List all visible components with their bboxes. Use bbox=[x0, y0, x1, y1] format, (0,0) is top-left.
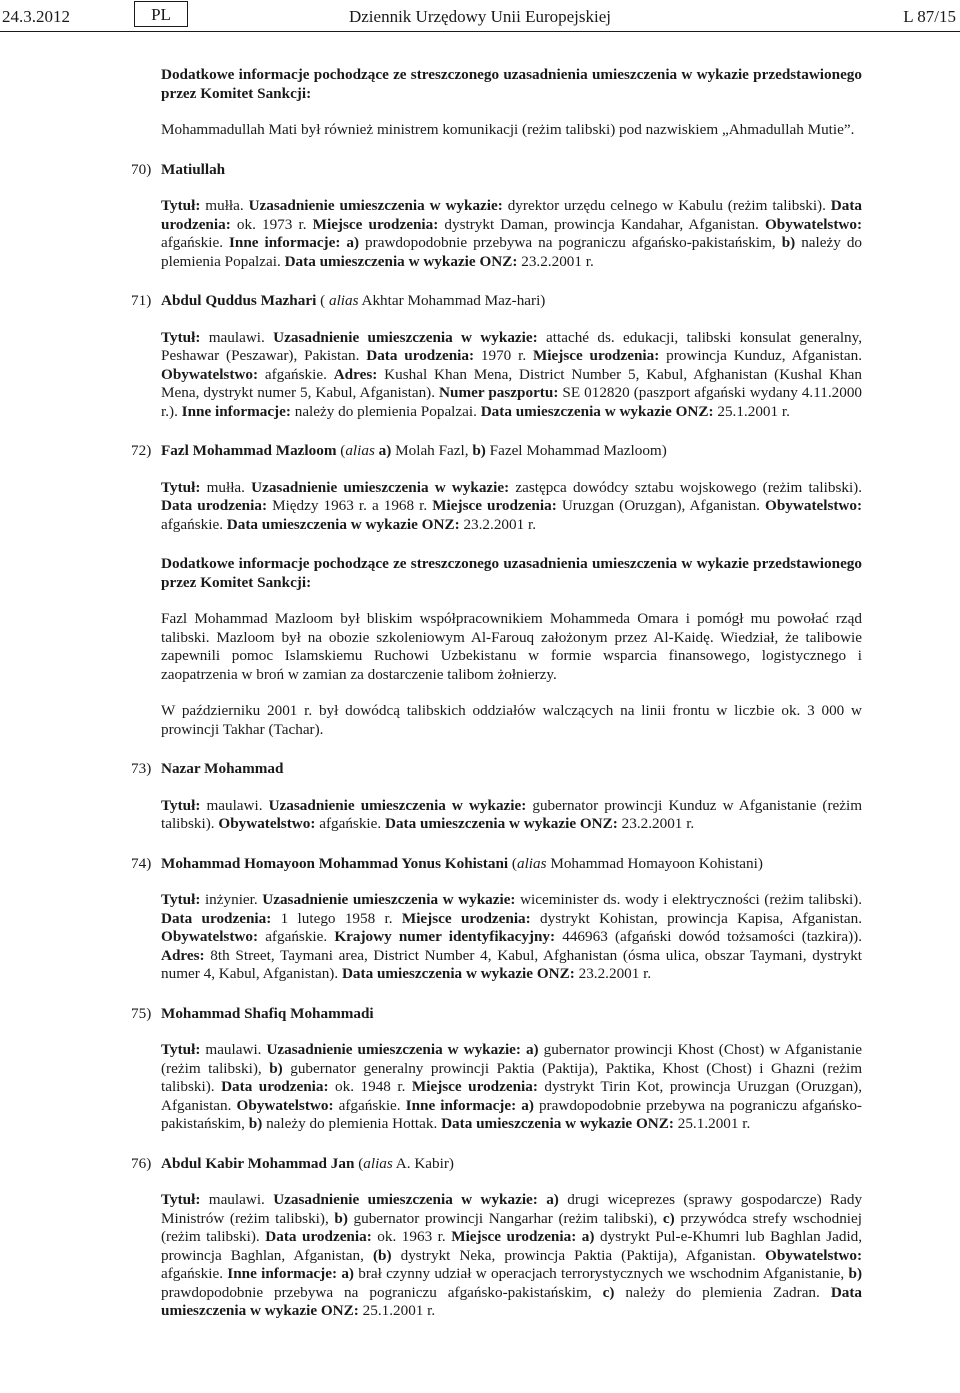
header-divider bbox=[0, 31, 960, 32]
entry-name: Abdul Quddus Mazhari bbox=[161, 292, 317, 309]
entry-name: Fazl Mohammad Mazloom bbox=[161, 442, 337, 459]
entry-number: 70) bbox=[131, 160, 152, 178]
entry-title-71: 71) Abdul Quddus Mazhari ( alias Akhtar Mohammad Maz-hari) bbox=[131, 292, 546, 309]
entry-name: Nazar Mohammad bbox=[161, 760, 284, 777]
entry-name: Matiullah bbox=[161, 160, 226, 178]
entry-number: 73) bbox=[131, 760, 152, 777]
entry-number: 74) bbox=[131, 854, 152, 872]
page-header bbox=[0, 6, 960, 28]
extra-info-paragraph-1: Fazl Mohammad Mazloom był bliskim współpracownikiem Mohammeda Omara i pomógł mu powołać rząd talibski. Mazloom był na obozie szkoleniowym Al-Farouq założonym przez Al-Kaidę. Wiedział, że talibowie zapewnili pomoc Islamskiemu Ruchowi Uzbekistanu w formie wsparcia finansowego, logistycznego i zaopatrzenia w broń w zamian za dostarczenie talibom żołnierzy. bbox=[161, 610, 862, 683]
journal-title: Dziennik Urzędowy Unii Europejskiej bbox=[348, 7, 611, 26]
entry-number: 71) bbox=[131, 292, 152, 309]
entry-name: Abdul Kabir Mohammad Jan bbox=[161, 1154, 355, 1172]
entry-details-70: Tytuł: mułła. Uzasadnienie umieszczenia w wykazie: dyrektor urzędu celnego w Kabulu (reżim talibski). Data urodzenia: ok. 1973 r. Miejsce urodzenia: dystrykt Daman, prowincja Kandahar, Afganistan. Obywatelstwo: afgańskie. Inne informacje: a) prawdopodobnie przebywa na pograniczu afgańsko-pakistańskim, b) należy do plemienia Popalzai. Data umieszczenia w wykazie ONZ: 23.2.2001 r. bbox=[161, 197, 863, 270]
entry-title-72: 72) Fazl Mohammad Mazloom (alias a) Molah Fazl, b) Fazel Mohammad Mazloom) bbox=[131, 442, 667, 459]
intro-text: Mohammadullah Mati był również ministrem komunikacji (reżim talibski) pod nazwiskiem „Ahmadullah Mutie”. bbox=[161, 121, 855, 138]
extra-info-paragraph-2: W październiku 2001 r. był dowódcą talibskich oddziałów walczących na linii frontu w liczbie ok. 3 000 w prowincji Takhar (Tachar). bbox=[161, 702, 862, 738]
extra-info-heading-72: Dodatkowe informacje pochodzące ze streszczonego uzasadnienia umieszczenia w wykazie przedstawionego przez Komitet Sankcji: bbox=[161, 555, 862, 591]
entry-number: 75) bbox=[131, 1004, 152, 1022]
publication-date: 24.3.2012 bbox=[2, 7, 70, 26]
entry-number: 72) bbox=[131, 442, 152, 459]
entry-title-75 bbox=[131, 1004, 862, 1024]
entry-details-76: Tytuł: maulawi. Uzasadnienie umieszczenia w wykazie: a) drugi wiceprezes (sprawy gospodarcze) Rady Ministrów (reżim talibski), b) gubernator prowincji Nangarhar (reżim talibski), c) przywódca strefy wschodniej (reżim talibski). Data urodzenia: ok. 1963 r. Miejsce urodzenia: a) dystrykt Pul-e-Khumri lub Baghlan Jadid, prowincja Baghlan, Afganistan, (b) dystrykt Neka, prowincja Paktia (Paktija), Afganistan. Obywatelstwo: afgańskie. Inne informacje: a) brał czynny udział w operacjach terrorystycznych we wschodnim Afganistanie, b) prawdopodobnie przebywa na pograniczu afgańsko-pakistańskim, c) należy do plemienia Zadran. Data umieszczenia w wykazie ONZ: 25.1.2001 r. bbox=[161, 1191, 863, 1319]
entry-title-74: 74) Mohammad Homayoon Mohammad Yonus Kohistani (alias Mohammad Homayoon Kohistani) bbox=[131, 854, 763, 872]
entry-details-73: Tytuł: maulawi. Uzasadnienie umieszczenia w wykazie: gubernator prowincji Kunduz w Afganistanie (reżim talibski). Obywatelstwo: afgańskie. Data umieszczenia w wykazie ONZ: 23.2.2001 r. bbox=[161, 796, 863, 832]
language-code-box: PL bbox=[134, 1, 188, 27]
entry-details-75: Tytuł: maulawi. Uzasadnienie umieszczenia w wykazie: a) gubernator prowincji Khost (Chost) w Afganistanie (reżim talibski), b) gubernator generalny prowincji Paktia (Paktija), Paktika, Khost (Chost) i Ghazni (reżim talibski). Data urodzenia: ok. 1948 r. Miejsce urodzenia: dystrykt Tirin Kot, prowincja Uruzgan (Oruzgan), Afganistan. Obywatelstwo: afgańskie. Inne informacje: a) prawdopodobnie przebywa na pograniczu afgańsko-pakistańskim, b) należy do plemienia Hottak. Data umieszczenia w wykazie ONZ: 25.1.2001 r. bbox=[161, 1041, 863, 1132]
page-reference: L 87/15 bbox=[903, 7, 956, 26]
document-body bbox=[131, 66, 863, 1321]
entry-details-72: Tytuł: mułła. Uzasadnienie umieszczenia w wykazie: zastępca dowódcy sztabu wojskowego (reżim talibski). Data urodzenia: Między 1963 r. a 1968 r. Miejsce urodzenia: Uruzgan (Oruzgan), Afganistan. Obywatelstwo: afgańskie. Data umieszczenia w wykazie ONZ: 23.2.2001 r. bbox=[161, 478, 863, 533]
entry-number: 76) bbox=[131, 1154, 152, 1172]
entry-name: Mohammad Homayoon Mohammad Yonus Kohistani bbox=[161, 854, 509, 872]
entry-title-73 bbox=[131, 760, 862, 779]
entry-title-76: 76) Abdul Kabir Mohammad Jan (alias A. Kabir) bbox=[131, 1154, 454, 1172]
entry-details-74: Tytuł: inżynier. Uzasadnienie umieszczenia w wykazie: wiceminister ds. wody i elektryczności (reżim talibski). Data urodzenia: 1 lutego 1958 r. Miejsce urodzenia: dystrykt Kohistan, prowincja Kapisa, Afganistan. Obywatelstwo: afgańskie. Krajowy numer identyfikacyjny: 446963 (afgański dowód tożsamości (tazkira)). Adres: 8th Street, Taymani area, District Number 4, Kabul, Afghanistan (ósma ulica, obszar Taymani, dystrykt numer 4, Kabul, Afganistan). Data umieszczenia w wykazie ONZ: 23.2.2001 r. bbox=[161, 891, 863, 982]
intro-heading: Dodatkowe informacje pochodzące ze streszczonego uzasadnienia umieszczenia w wykazie przedstawionego przez Komitet Sankcji: bbox=[161, 66, 862, 102]
entry-title-70 bbox=[131, 160, 862, 180]
entry-name: Mohammad Shafiq Mohammadi bbox=[161, 1004, 374, 1022]
entry-details-71: Tytuł: maulawi. Uzasadnienie umieszczenia w wykazie: attaché ds. edukacji, talibski konsulat generalny, Peshawar (Peszawar), Pakistan. Data urodzenia: 1970 r. Miejsce urodzenia: prowincja Kunduz, Afganistan. Obywatelstwo: afgańskie. Adres: Kushal Khan Mena, District Number 5, Kabul, Afghanistan (Kushal Khan Mena, dystrykt numer 5, Kabul, Afganistan). Numer paszportu: SE 012820 (paszport afgański wydany 4.11.2000 r.). Inne informacje: należy do plemienia Popalzai. Data umieszczenia w wykazie ONZ: 25.1.2001 r. bbox=[161, 328, 863, 420]
